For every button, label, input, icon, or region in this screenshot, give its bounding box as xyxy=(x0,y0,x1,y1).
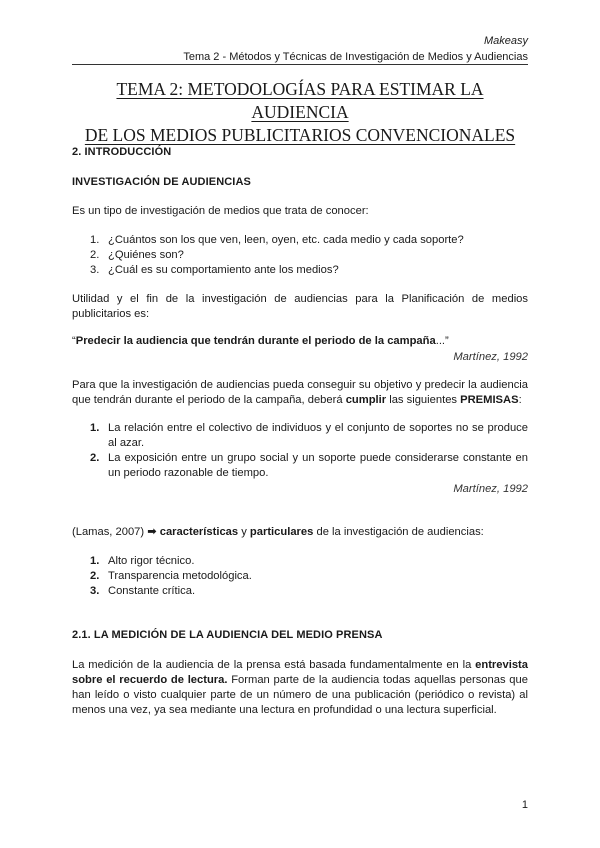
lamas-end: de la investigación de audiencias: xyxy=(313,526,484,538)
lamas-paragraph xyxy=(72,525,528,540)
page-title xyxy=(72,78,528,147)
list-number: 2. xyxy=(90,249,100,261)
premises-text-1: Para que la investigación de audiencias pueda conseguir su objetivo y predecir la audiencia que tendrán durante el periodo de la campaña, deberá xyxy=(72,379,528,406)
list-item xyxy=(90,421,528,451)
list-item xyxy=(90,584,528,599)
premises-citation: Martínez, 1992 xyxy=(453,483,528,495)
press-paragraph xyxy=(72,658,528,718)
premises-bold-1: cumplir xyxy=(345,394,387,406)
header-divider xyxy=(72,64,528,65)
lamas-bold-1: características xyxy=(159,526,239,538)
list-text: ¿Quiénes son? xyxy=(108,249,184,261)
quote-close: ...” xyxy=(435,335,449,347)
list-item xyxy=(90,263,528,278)
page-title-line-2: DE LOS MEDIOS PUBLICITARIOS CONVENCIONALES xyxy=(84,125,516,145)
list-number: 3. xyxy=(90,264,100,276)
list-item xyxy=(90,569,528,584)
lamas-mid: y xyxy=(238,526,250,538)
quote-text: Predecir la audiencia que tendrán durante el periodo de la campaña xyxy=(75,335,436,347)
press-bold: entrevista sobre el recuerdo de lectura. xyxy=(72,659,528,686)
list-text: Alto rigor técnico. xyxy=(108,555,195,567)
list-item xyxy=(90,233,528,248)
list-number: 1. xyxy=(90,555,100,567)
intro-paragraph: Es un tipo de investigación de medios que trata de conocer: xyxy=(72,205,369,217)
lamas-ref: (Lamas, 2007) xyxy=(72,526,148,538)
header-brand: Makeasy xyxy=(483,35,528,47)
premises-list xyxy=(90,421,528,481)
header-course-title: Tema 2 - Métodos y Técnicas de Investigación de Medios y Audiencias xyxy=(183,51,528,63)
list-text: Transparencia metodológica. xyxy=(108,570,252,582)
list-item xyxy=(90,451,528,481)
intro-heading: 2. INTRODUCCIÓN xyxy=(72,146,172,158)
utility-paragraph: Utilidad y el fin de la investigación de audiencias para la Planificación de medios publicitarios es: xyxy=(72,293,528,320)
list-text: Constante crítica. xyxy=(108,585,196,597)
list-item xyxy=(90,248,528,263)
list-number: 1. xyxy=(90,234,100,246)
premises-text-2: las siguientes xyxy=(386,394,461,406)
list-text: ¿Cuál es su comportamiento ante los medios? xyxy=(108,264,339,276)
press-text-2: Forman parte de la audiencia todas aquellas personas que han leído o visto cualquier parte de un número de una publicación (periódico o revista) al menos una vez, ya sea mediante una lectura en profundidad o una lectura superficial. xyxy=(72,674,528,716)
quote-citation: Martínez, 1992 xyxy=(453,351,528,363)
list-number: 1. xyxy=(90,422,100,434)
list-number: 2. xyxy=(90,570,100,582)
list-text: La relación entre el colectivo de individuos y el conjunto de soportes no se produce al azar. xyxy=(108,422,528,449)
lamas-bold-2: particulares xyxy=(249,526,314,538)
characteristics-list xyxy=(90,554,528,599)
premises-bold-2: PREMISAS xyxy=(460,394,519,406)
press-section-heading: 2.1. LA MEDICIÓN DE LA AUDIENCIA DEL MEDIO PRENSA xyxy=(72,629,383,641)
list-item xyxy=(90,554,528,569)
questions-list xyxy=(90,233,528,278)
arrow-right-icon: ➡ xyxy=(147,526,157,538)
list-text: La exposición entre un grupo social y un soporte puede considerarse constante en un periodo razonable de tiempo. xyxy=(108,452,528,479)
audiences-heading: INVESTIGACIÓN DE AUDIENCIAS xyxy=(72,176,251,188)
premises-paragraph xyxy=(72,378,528,408)
press-text-1: La medición de la audiencia de la prensa está basada fundamentalmente en la xyxy=(72,659,476,671)
page-title-line-1: TEMA 2: METODOLOGÍAS PARA ESTIMAR LA AUDIENCIA xyxy=(116,79,484,122)
premises-text-3: : xyxy=(518,394,522,406)
list-text: ¿Cuántos son los que ven, leen, oyen, etc. cada medio y cada soporte? xyxy=(108,234,464,246)
page-number: 1 xyxy=(521,799,528,811)
list-number: 3. xyxy=(90,585,100,597)
list-number: 2. xyxy=(90,452,100,464)
quote-open: “ xyxy=(72,335,76,347)
quote xyxy=(72,334,528,349)
